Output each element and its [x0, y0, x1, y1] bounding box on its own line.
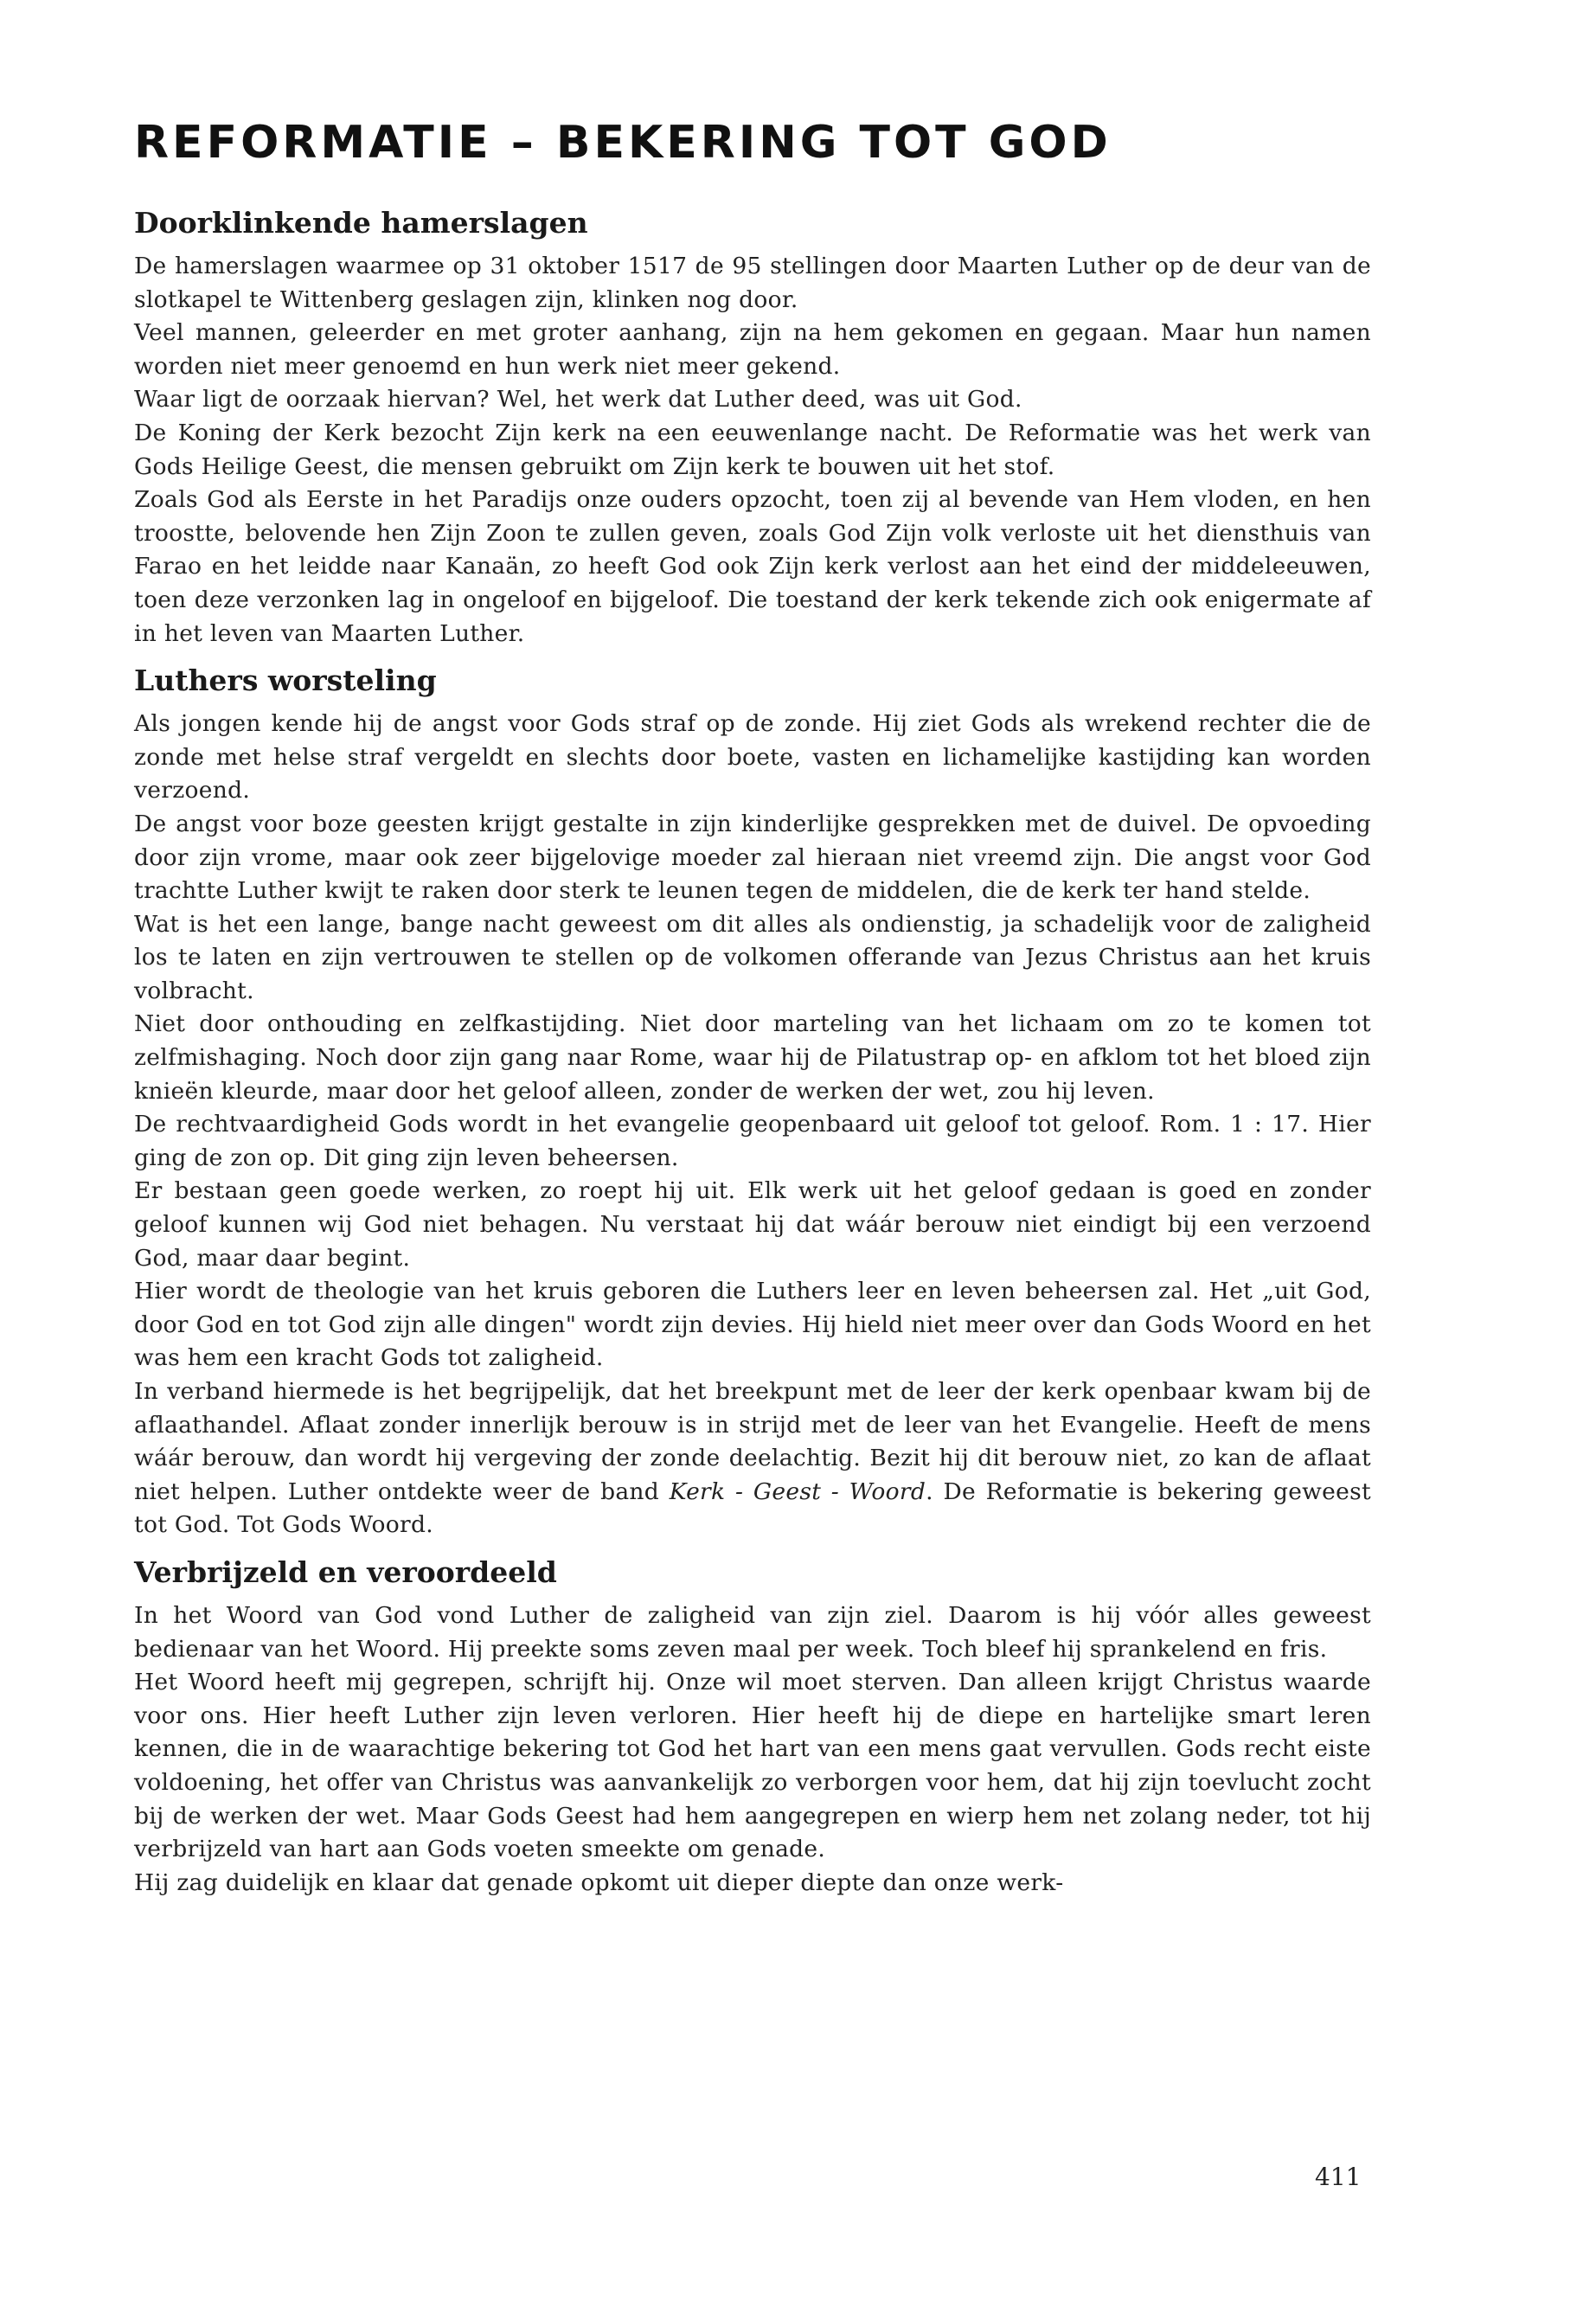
section-heading: Verbrijzeld en veroordeeld: [134, 1554, 557, 1589]
page-title: REFORMATIE – BEKERING TOT GOD: [134, 117, 1112, 169]
paragraph: De rechtvaardigheid Gods wordt in het evangelie geopenbaard uit geloof tot geloof. Rom. 1 : 17. Hier ging de zon op. Dit ging zijn leven beheersen.: [134, 1111, 1371, 1171]
section-luthers-worsteling: [134, 663, 1371, 1542]
paragraph: In het Woord van God vond Luther de zaligheid van zijn ziel. Daarom is hij vóór alles geweest bedienaar van het Woord. Hij preekte soms zeven maal per week. Toch bleef hij sprankelend en fris.: [134, 1601, 1371, 1663]
paragraph: Veel mannen, geleerder en met groter aanhang, zijn na hem gekomen en gegaan. Maar hun namen worden niet meer genoemd en hun werk niet meer gekend.: [134, 319, 1371, 380]
paragraph: De angst voor boze geesten krijgt gestalte in zijn kinderlijke gesprekken met de duivel. De opvoeding door zijn vrome, maar ook zeer bijgelovige moeder zal hieraan niet vreemd zijn. Die angst voor God trachtte Luther kwijt te raken door sterk te leunen tegen de middelen, die de kerk ter hand stelde.: [134, 810, 1371, 905]
paragraph: Als jongen kende hij de angst voor Gods straf op de zonde. Hij ziet Gods als wrekend rechter die de zonde met helse straf vergeldt en slechts door boete, vasten en lichamelijke kastijding kan worden verzoend.: [134, 710, 1371, 804]
paragraph: De Koning der Kerk bezocht Zijn kerk na een eeuwenlange nacht. De Reformatie was het werk van Gods Heilige Geest, die mensen gebruikt om Zijn kerk te bouwen uit het stof.: [134, 419, 1371, 480]
paragraph: Waar ligt de oorzaak hiervan? Wel, het werk dat Luther deed, was uit God.: [134, 386, 1022, 413]
section-verbrijzeld-en-veroordeeld: [134, 1554, 1371, 1900]
paragraph: Er bestaan geen goede werken, zo roept hij uit. Elk werk uit het geloof gedaan is goed en zonder geloof kunnen wij God niet behagen. Nu verstaat hij dat wáár berouw niet eindigt bij een verzoend God, maar daar begint.: [134, 1177, 1371, 1272]
paragraph: In verband hiermede is het begrijpelijk, dat het breekpunt met de leer der kerk openbaar kwam bij de aflaathandel. Aflaat zonder innerlijk berouw is in strijd met de leer van het Evangelie. Heeft de mens wáár berouw, dan wordt hij vergeving der zonde deelachtig. Bezit hij dit berouw niet, zo kan de aflaat niet helpen. Luther ontdekte weer de band Kerk - Geest - Woord. De Reformatie is bekering geweest tot God. Tot Gods Woord.: [134, 1378, 1371, 1539]
section-heading: Doorklinkende hamerslagen: [134, 206, 588, 240]
section-doorklinkende-hamerslagen: [134, 205, 1371, 651]
paragraph: Wat is het een lange, bange nacht geweest om dit alles als ondienstig, ja schadelijk voor de zaligheid los te laten en zijn vertrouwen te stellen op de volkomen offerande van Jezus Christus aan het kruis volbracht.: [134, 910, 1371, 1004]
page-number: 411: [1315, 2163, 1362, 2191]
paragraph: Niet door onthouding en zelfkastijding. Niet door marteling van het lichaam om zo te komen tot zelfmishaging. Noch door zijn gang naar Rome, waar hij de Pilatustrap op- en afklom tot het bloed zijn knieën kleurde, maar door het geloof alleen, zonder de werken der wet, zou hij leven.: [134, 1010, 1371, 1105]
italic-phrase: Kerk - Geest - Woord: [669, 1477, 926, 1505]
paragraph: Hij zag duidelijk en klaar dat genade opkomt uit dieper diepte dan onze werk-: [134, 1868, 1064, 1896]
paragraph: Hier wordt de theologie van het kruis geboren die Luthers leer en leven beheersen zal. Het „uit God, door God en tot God zijn alle dingen" wordt zijn devies. Hij hield niet meer over dan Gods Woord en het was hem een kracht Gods tot zaligheid.: [134, 1278, 1371, 1372]
paragraph: De hamerslagen waarmee op 31 oktober 1517 de 95 stellingen door Maarten Luther op de deur van de slotkapel te Wittenberg geslagen zijn, klinken nog door.: [134, 253, 1371, 313]
paragraph: Zoals God als Eerste in het Paradijs onze ouders opzocht, toen zij al bevende van Hem vloden, en hen troostte, belovende hen Zijn Zoon te zullen geven, zoals God Zijn volk verloste uit het diensthuis van Farao en het leidde naar Kanaän, zo heeft God ook Zijn kerk verlost aan het eind der middeleeuwen, toen deze verzonken lag in ongeloof en bijgeloof. Die toestand der kerk tekende zich ook enigermate af in het leven van Maarten Luther.: [134, 486, 1371, 647]
section-heading: Luthers worsteling: [134, 663, 437, 698]
paragraph: Het Woord heeft mij gegrepen, schrijft hij. Onze wil moet sterven. Dan alleen krijgt Christus waarde voor ons. Hier heeft Luther zijn leven verloren. Hier heeft hij de diepe en hartelijke smart leren kennen, die in de waarachtige bekering tot God het hart van een mens gaat vervullen. Gods recht eiste voldoening, het offer van Christus was aanvankelijk zo verborgen voor hem, dat hij zijn toevlucht zocht bij de werken der wet. Maar Gods Geest had hem aangegrepen en wierp hem net zolang neder, tot hij verbrijzeld van hart aan Gods voeten smeekte om genade.: [134, 1669, 1371, 1863]
document-page: [134, 117, 1371, 1900]
